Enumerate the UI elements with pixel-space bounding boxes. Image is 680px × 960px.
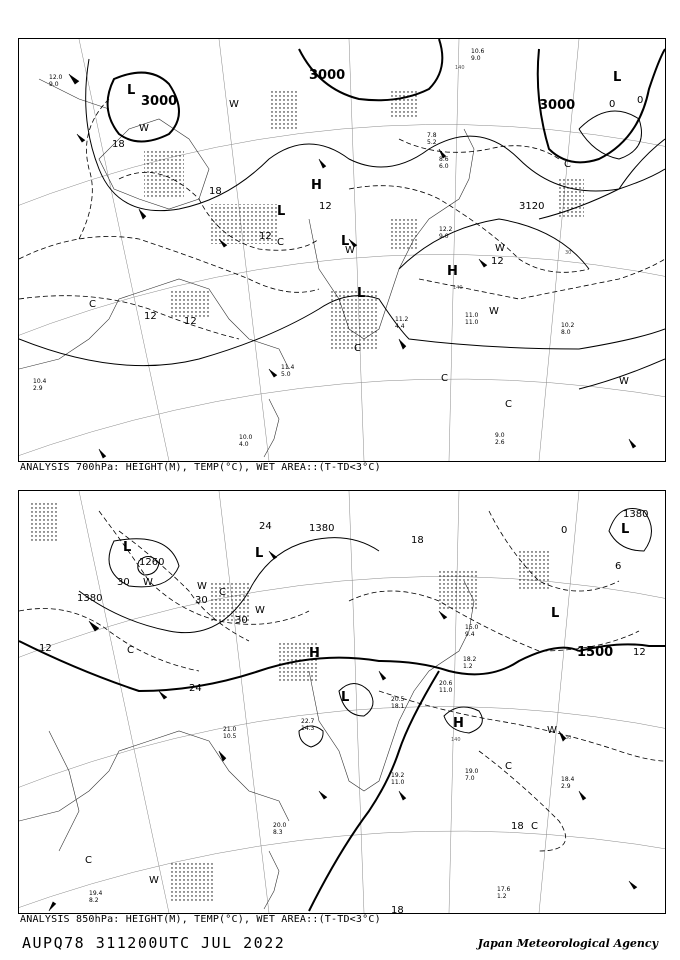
obs-dewpoint: 2.9 — [561, 783, 571, 790]
obs-dewpoint: 14.3 — [301, 725, 315, 732]
temp-label: 12 — [259, 231, 272, 242]
obs-dewpoint: 6.0 — [439, 163, 449, 170]
obs-temp: 11.4 — [281, 364, 295, 371]
low-center: L — [621, 522, 630, 537]
temp-label: 12 — [39, 643, 52, 654]
labels-850hpa — [19, 491, 665, 913]
obs-dewpoint: 8.3 — [273, 829, 283, 836]
obs-dewpoint: 7.0 — [465, 775, 475, 782]
obs-dewpoint: 9.4 — [465, 631, 475, 638]
obs-dewpoint: 11.0 — [465, 319, 479, 326]
obs-temp: 15.0 — [465, 624, 479, 631]
temp-label: 18 — [511, 821, 524, 832]
obs-temp: 18.2 — [463, 656, 477, 663]
obs-temp: 19.2 — [391, 772, 405, 779]
obs-dewpoint: 4.4 — [395, 323, 405, 330]
temp-label: 18 — [411, 535, 424, 546]
height-label: 1500 — [577, 645, 614, 660]
height-label: 3000 — [141, 94, 178, 109]
height-label: 3120 — [519, 201, 545, 212]
high-center: H — [309, 646, 320, 661]
obs-temp: 22.7 — [301, 718, 315, 725]
temp-label: 6 — [615, 561, 622, 572]
caption-850hpa: ANALYSIS 850hPa: HEIGHT(M), TEMP(°C), WET AREA::(T-TD<3°C) — [20, 914, 381, 925]
obs-dewpoint: 5.0 — [281, 371, 291, 378]
grid-label: 30 — [565, 735, 572, 741]
temp-label: 30 — [117, 577, 130, 588]
obs-temp: 10.6 — [471, 48, 485, 55]
low-center: L — [613, 70, 622, 85]
warm-marker: W — [149, 875, 159, 886]
cold-marker: C — [505, 399, 512, 410]
obs-temp: 8.6 — [439, 156, 449, 163]
warm-marker: W — [143, 577, 153, 588]
cold-marker: C — [219, 587, 226, 598]
height-label: 1380 — [309, 523, 335, 534]
warm-marker: W — [489, 306, 499, 317]
temp-label: 30 — [195, 595, 208, 606]
warm-marker: W — [547, 725, 557, 736]
low-center: L — [357, 286, 366, 301]
warm-marker: W — [619, 376, 629, 387]
warm-marker: W — [139, 123, 149, 134]
warm-marker: W — [255, 605, 265, 616]
temp-label: 12 — [319, 201, 332, 212]
obs-temp: 10.4 — [33, 378, 47, 385]
high-center: H — [453, 716, 464, 731]
obs-temp: 10.2 — [561, 322, 575, 329]
height-label: 1380 — [623, 509, 649, 520]
temp-label: 12 — [184, 316, 197, 327]
obs-dewpoint: 10.5 — [223, 733, 237, 740]
warm-marker: W — [345, 245, 355, 256]
grid-label: 30 — [565, 250, 572, 256]
grid-label: 140 — [453, 285, 463, 291]
obs-temp: 19.0 — [465, 768, 479, 775]
obs-dewpoint: 1.2 — [463, 663, 473, 670]
caption-700hpa: ANALYSIS 700hPa: HEIGHT(M), TEMP(°C), WET AREA::(T-TD<3°C) — [20, 462, 381, 473]
obs-temp: 11.2 — [395, 316, 409, 323]
obs-dewpoint: 8.0 — [561, 329, 571, 336]
temp-label: 12 — [633, 647, 646, 658]
obs-dewpoint: 5.2 — [427, 139, 437, 146]
obs-temp: 18.4 — [561, 776, 575, 783]
temp-label: 0 — [561, 525, 568, 536]
warm-marker: W — [229, 99, 239, 110]
obs-temp: 12.2 — [439, 226, 453, 233]
cold-marker: C — [505, 761, 512, 772]
high-center: H — [311, 178, 322, 193]
obs-temp: 21.0 — [223, 726, 237, 733]
cold-marker: C — [441, 373, 448, 384]
low-center: L — [127, 83, 136, 98]
obs-dewpoint: 9.0 — [439, 233, 449, 240]
low-center: L — [277, 204, 286, 219]
temp-label: 12 — [144, 311, 157, 322]
obs-dewpoint: 2.9 — [33, 385, 43, 392]
temp-label: 18 — [209, 186, 222, 197]
obs-temp: 19.4 — [89, 890, 103, 897]
obs-temp: 17.6 — [497, 886, 511, 893]
low-center: L — [341, 690, 350, 705]
cold-marker: C — [564, 159, 571, 170]
obs-temp: 20.6 — [439, 680, 453, 687]
obs-dewpoint: 18.1 — [391, 703, 405, 710]
map-panel-850hpa — [18, 490, 666, 914]
obs-dewpoint: 8.2 — [89, 897, 99, 904]
obs-dewpoint: 11.0 — [391, 779, 405, 786]
obs-dewpoint: 2.6 — [495, 439, 505, 446]
height-label: 1260 — [139, 557, 165, 568]
temp-label: 30 — [235, 615, 248, 626]
temp-label: 0 — [637, 95, 644, 106]
grid-label: 140 — [451, 737, 461, 743]
labels-700hpa — [19, 39, 665, 461]
obs-temp: 9.0 — [495, 432, 505, 439]
temp-label: 18 — [391, 905, 404, 913]
low-center: L — [255, 546, 264, 561]
grid-label: 140 — [455, 65, 465, 71]
obs-temp: 7.8 — [427, 132, 437, 139]
map-panel-700hpa — [18, 38, 666, 462]
low-center: L — [123, 540, 132, 555]
cold-marker: C — [277, 237, 284, 248]
temp-label: 24 — [189, 683, 202, 694]
obs-dewpoint: 9.0 — [49, 81, 59, 88]
obs-temp: 12.0 — [49, 74, 63, 81]
temp-label: 0 — [609, 99, 616, 110]
obs-temp: 20.5 — [391, 696, 405, 703]
temp-label: 18 — [112, 139, 125, 150]
agency-name: Japan Meteorological Agency — [477, 937, 658, 950]
height-label: 3000 — [309, 68, 346, 83]
cold-marker: C — [89, 299, 96, 310]
warm-marker: W — [495, 243, 505, 254]
temp-label: 12 — [491, 256, 504, 267]
obs-temp: 11.0 — [465, 312, 479, 319]
obs-dewpoint: 9.0 — [471, 55, 481, 62]
obs-dewpoint: 1.2 — [497, 893, 507, 900]
obs-temp: 10.0 — [239, 434, 253, 441]
obs-dewpoint: 11.0 — [439, 687, 453, 694]
obs-dewpoint: 4.0 — [239, 441, 249, 448]
warm-marker: W — [197, 581, 207, 592]
low-center: L — [551, 606, 560, 621]
bulletin-code: AUPQ78 311200UTC JUL 2022 — [22, 934, 286, 952]
station-plots — [33, 48, 575, 448]
cold-marker: C — [85, 855, 92, 866]
temp-label: 24 — [259, 521, 272, 532]
station-plots — [89, 624, 575, 904]
high-center: H — [447, 264, 458, 279]
cold-marker: C — [531, 821, 538, 832]
low-center: L — [341, 234, 350, 249]
cold-marker: C — [354, 343, 361, 354]
obs-temp: 20.0 — [273, 822, 287, 829]
height-label: 3000 — [539, 98, 576, 113]
cold-marker: C — [127, 645, 134, 656]
height-label: 1380 — [77, 593, 103, 604]
